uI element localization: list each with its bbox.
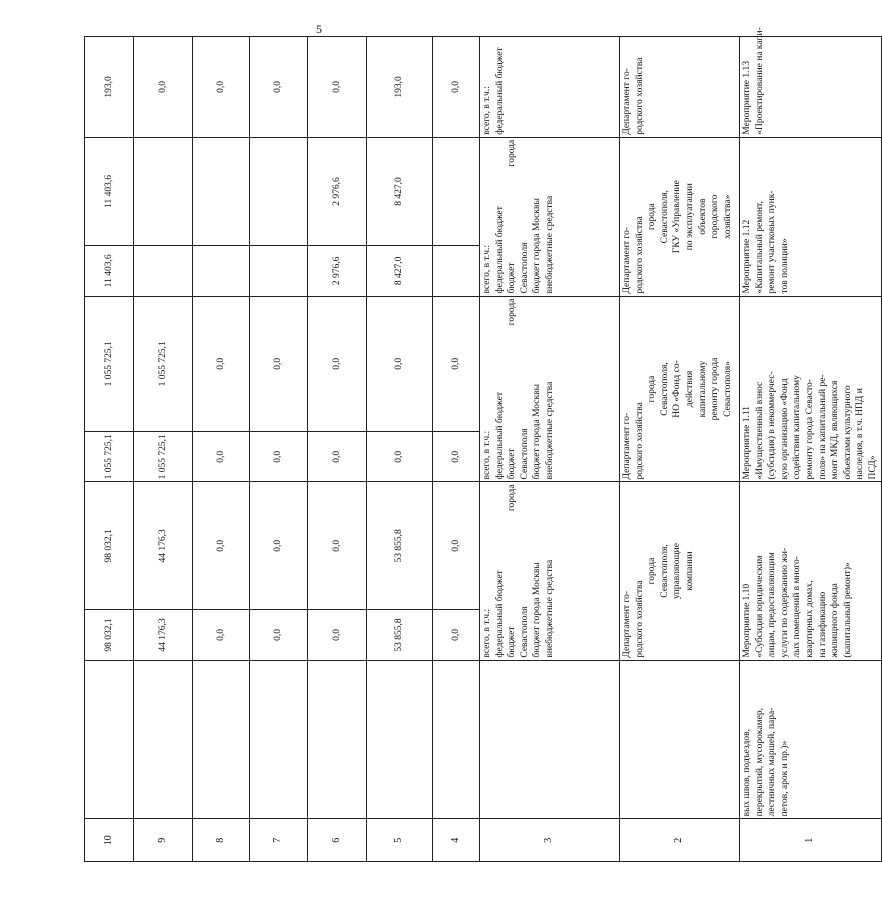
name-line: монт МКД, являющихся [830,380,841,480]
r110-executor [620,482,740,660]
source-city-line [506,484,519,657]
source-city-line [506,140,519,294]
name-line: (капитальный ремонт)» [842,562,853,658]
r111-city-col5: 0,0 [367,296,433,432]
r112-city-col7 [250,137,308,245]
name-line: квартирных домах, [804,580,815,658]
cont-line: перекрытий, мусорокамер, [754,708,765,817]
source-city-a: бюджет [507,626,518,658]
r113-total-col9: 0,0 [134,37,193,138]
r111-city-col6: 0,0 [308,296,367,432]
name-line: жилищного фонда [830,583,841,658]
source-extra: внебюджетные средства [544,195,555,294]
page-number: 5 [316,22,322,36]
exec-line: города [647,203,658,230]
r110-name [740,482,882,660]
r111-total-col8: 0,0 [193,432,250,482]
r111-total-col6: 0,0 [308,432,367,482]
r112-total-col10: 11 403,6 [85,246,134,296]
source-extra: внебюджетные средства [544,559,555,658]
name-line: Мероприятие 1.12 [742,219,752,294]
source-moscow: бюджет города Москвы [532,198,543,294]
exec-line: ремонту города [710,357,721,421]
exec-line: Департамент го- [622,226,632,294]
source-federal: федеральный бюджет [494,570,505,658]
r110-total-col8: 0,0 [193,610,250,660]
r111-total-col4: 0,0 [433,432,480,482]
exec-line: родского хозяйства [634,216,645,294]
r112-city-col5: 8 427,0 [367,137,433,245]
col-header-2: 2 [620,819,740,862]
col-header-8: 8 [193,819,250,862]
col-header-9: 9 [134,819,193,862]
source-city-a: бюджет [507,262,518,294]
name-line: лицам, предоставляющим [767,552,778,658]
exec-line: городского [710,194,721,239]
r113-total-col4: 0,0 [433,37,480,138]
source-city-c: Севастополя [519,606,530,658]
exec-line: Департамент го- [622,68,632,135]
exec-line: НО «Фонд со- [672,360,683,418]
source-federal: федеральный бюджет [494,206,505,294]
r111-city-col9: 1 055 725,1 [134,296,193,432]
r111-name [740,296,882,482]
col8-row [193,37,250,862]
col-header-4: 4 [433,819,480,862]
r110-total-col6: 0,0 [308,610,367,660]
r113-total-col8: 0,0 [193,37,250,138]
source-city-c: Севастополя [519,428,530,480]
r111-total-col10: 1 055 725,1 [85,432,134,482]
r112-total-col4 [433,246,480,296]
cont-col8 [193,660,250,819]
exec-line: Севастополя, [659,362,670,416]
r110-total-col5: 53 855,8 [367,610,433,660]
r110-sources [480,482,620,660]
r112-sources [480,137,620,296]
r110-city-col4: 0,0 [433,482,480,610]
name-line: (субсидия) в некоммерчес- [767,371,778,480]
col6-row [308,37,367,862]
r113-total-col5: 193,0 [367,37,433,138]
r113-total-col10: 193,0 [85,37,134,138]
r112-city-col10: 11 403,6 [85,137,134,245]
r113-executor [620,37,740,138]
r111-executor [620,296,740,482]
cont-col2 [620,660,740,819]
r110-city-col9: 44 176,3 [134,482,193,610]
source-city-a: бюджет [507,448,518,480]
name-line: кую организацию «Фонд [779,378,790,480]
name-line: ПСД» [867,455,878,480]
col10-row [85,37,134,862]
col5-row [367,37,433,862]
r112-city-col6: 2 976,6 [308,137,367,245]
r110-city-col7: 0,0 [250,482,308,610]
name-line: «Капитальный ремонт, [754,201,765,294]
r112-city-col8 [193,137,250,245]
r110-total-col4: 0,0 [433,610,480,660]
col1-row [740,37,882,862]
r112-total-col8 [193,246,250,296]
exec-line: по эксплуатации [684,183,695,251]
r112-name [740,137,882,296]
exec-line: Севастополя, [659,189,670,244]
source-federal: федеральный бюджет [494,392,505,480]
exec-line: Севастополя» [722,361,733,417]
exec-line: города [647,375,658,403]
cont-col9 [134,660,193,819]
name-line: Мероприятие 1.13 [742,60,752,135]
name-line: услуги по содержанию жи- [779,547,790,658]
col-header-10: 10 [85,819,134,862]
exec-line: Департамент го- [622,590,632,658]
cont-line: петов, арок и пр.)» [779,740,790,817]
exec-line: хозяйства» [722,194,733,239]
r112-executor [620,137,740,296]
source-federal: федеральный бюджет [494,47,505,135]
r111-sources [480,296,620,482]
r110-city-col10: 98 032,1 [85,482,134,610]
r113-name [740,27,882,138]
col9-row [134,37,193,862]
r110-total-col10: 98 032,1 [85,610,134,660]
source-city-line [506,299,519,480]
name-line: объектами культурного [842,385,853,480]
r110-city-col5: 53 855,8 [367,482,433,610]
source-city-b: города [507,298,518,326]
r111-total-col9: 1 055 725,1 [134,432,193,482]
exec-line: объектов [697,198,708,235]
r112-total-col7 [250,246,308,296]
name-line: содействия капитальному [792,375,803,480]
name-line: тов полиции» [779,238,790,294]
r111-city-col10: 1 055 725,1 [85,296,134,432]
r110-total-col9: 44 176,3 [134,610,193,660]
source-city-c: Севастополя [519,242,530,294]
r112-total-col6: 2 976,6 [308,246,367,296]
col-header-3: 3 [480,819,620,862]
name-line: ремонту города Севасто- [804,379,815,480]
cont-col10 [85,660,134,819]
r113-sources [480,37,620,138]
budget-table [84,27,882,862]
source-total: всего, в т.ч.: [482,430,492,480]
name-line: лых помещений в много- [792,556,803,658]
exec-line: Департамент го- [622,412,632,480]
r111-city-col4: 0,0 [433,296,480,432]
name-line: «Проектирование на капи- [754,27,765,135]
col-header-7: 7 [250,819,308,862]
r112-city-col9 [134,137,193,245]
name-line: на газификацию [817,591,828,658]
col3-row [480,37,620,862]
r111-city-col8: 0,0 [193,296,250,432]
cont-col5 [367,660,433,819]
col-header-6: 6 [308,819,367,862]
exec-line: родского хозяйства [634,580,645,658]
r112-city-col4 [433,137,480,245]
source-city-b: города [507,139,518,167]
cont-col7 [250,660,308,819]
source-moscow: бюджет города Москвы [532,384,543,480]
name-line: ремонт участковых пунк- [767,190,778,294]
r112-total-col5: 8 427,0 [367,246,433,296]
col2-row [620,37,740,862]
name-line: Мероприятие 1.11 [742,406,752,480]
r112-total-col9 [134,246,193,296]
name-line: «Субсидия юридическим [754,555,765,658]
exec-line: родского хозяйства [634,402,645,480]
source-total: всего, в т.ч.: [482,86,492,135]
exec-line: родского хозяйства [634,57,645,135]
source-moscow: бюджет города Москвы [532,562,543,658]
source-total: всего, в т.ч.: [482,609,492,658]
name-line: Мероприятие 1.10 [742,583,752,658]
source-city-b: города [507,484,518,512]
r110-city-col8: 0,0 [193,482,250,610]
cont-col4 [433,660,480,819]
source-total: всего, в т.ч.: [482,244,492,294]
cont-col3 [480,660,620,819]
exec-line: действия [684,370,695,408]
rotated-table-wrapper [84,27,878,862]
source-extra: внебюджетные средства [544,381,555,480]
exec-line: управляющие [672,543,683,600]
r111-city-col7: 0,0 [250,296,308,432]
col7-row [250,37,308,862]
r111-total-col7: 0,0 [250,432,308,482]
exec-line: Севастополя, [659,544,670,598]
cont-line: вых швов, подъездов, [742,729,752,817]
col-header-1: 1 [740,819,882,862]
r111-total-col5: 0,0 [367,432,433,482]
exec-line: города [647,557,658,585]
r110-total-col7: 0,0 [250,610,308,660]
exec-line: ГКУ «Управление [672,180,683,254]
cont-name [740,660,882,819]
exec-line: компании [684,551,695,591]
name-line: наследия, в т.ч. НПД и [855,388,866,480]
col4-row [433,37,480,862]
r113-total-col6: 0,0 [308,37,367,138]
col-header-5: 5 [367,819,433,862]
exec-line: капитальному [697,360,708,418]
cont-col6 [308,660,367,819]
cont-line: лестничных маршей, пара- [767,707,778,817]
r110-city-col6: 0,0 [308,482,367,610]
r113-total-col7: 0,0 [250,37,308,138]
name-line: «Имущественный взнос [754,381,765,480]
name-line: поля» на капитальный ре- [817,374,828,480]
